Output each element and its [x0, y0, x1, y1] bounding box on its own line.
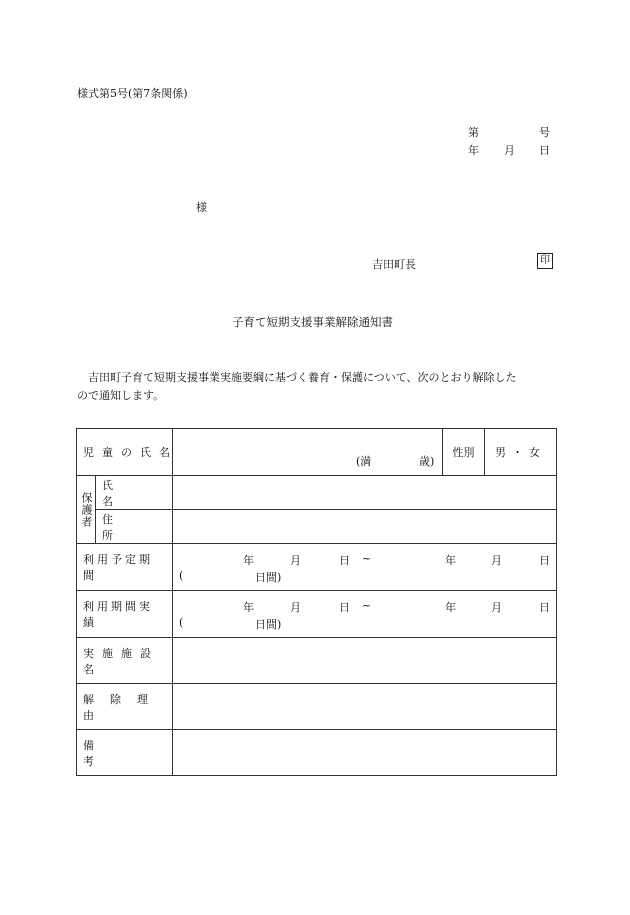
child-name-label-cell: [77, 429, 178, 476]
planned-start-day: 日: [339, 554, 350, 567]
notice-form-table: [76, 428, 557, 776]
date-month: 月: [504, 144, 515, 157]
date-year: 年: [468, 144, 479, 157]
actual-start-day: 日: [339, 601, 350, 614]
guardian-address-field[interactable]: [173, 510, 557, 544]
issuer-name: 吉田町長: [372, 258, 416, 271]
child-name-field[interactable]: [173, 429, 443, 476]
row-actual-period: [77, 591, 557, 638]
guardian-name-field[interactable]: [173, 476, 557, 510]
row-guardian-address: [77, 510, 557, 544]
child-name-label: 児童の氏名: [83, 446, 178, 459]
actual-days-close: 日間): [255, 618, 282, 631]
guardian-address-label-cell: [96, 510, 173, 544]
recipient-honorific: 様: [196, 201, 207, 214]
planned-tilde: ~: [362, 552, 372, 565]
doc-no-prefix: 第: [468, 126, 479, 139]
facility-label: 実施施設名: [83, 646, 159, 676]
gender-label-cell: [443, 429, 485, 476]
remarks-label: 備考: [83, 738, 151, 768]
remarks-field[interactable]: [173, 730, 557, 776]
guardian-name-label-cell: [96, 476, 173, 510]
seal-mark: 印: [537, 253, 553, 269]
actual-period-field[interactable]: [173, 591, 557, 638]
reason-field[interactable]: [173, 684, 557, 730]
actual-days-open: (: [179, 616, 184, 629]
gender-field[interactable]: [485, 429, 557, 476]
row-remarks: [77, 730, 557, 776]
planned-start-year: 年: [243, 554, 254, 567]
planned-period-field[interactable]: [173, 544, 557, 591]
planned-end-month: 月: [491, 554, 502, 567]
guardian-address-label: 住所: [102, 512, 159, 542]
row-reason: [77, 684, 557, 730]
planned-end-day: 日: [539, 554, 550, 567]
actual-end-day: 日: [539, 601, 550, 614]
planned-days-open: (: [179, 569, 184, 582]
actual-period-label-cell: [77, 591, 173, 638]
actual-start-year: 年: [243, 601, 254, 614]
doc-no-suffix: 号: [539, 126, 550, 139]
gender-options: 男・女: [495, 446, 546, 459]
reason-label-cell: [77, 684, 173, 730]
body-text-line2: ので通知します。: [77, 389, 165, 402]
reason-label: 解除理由: [83, 692, 164, 722]
guardian-label-cell: [77, 476, 96, 544]
facility-label-cell: [77, 638, 173, 684]
actual-end-year: 年: [445, 601, 456, 614]
row-planned-period: [77, 544, 557, 591]
actual-tilde: ~: [362, 599, 372, 612]
actual-period-label: 利用期間実績: [83, 600, 153, 629]
planned-end-year: 年: [445, 554, 456, 567]
planned-period-label: 利用予定期間: [83, 553, 153, 582]
age-close: 歳): [419, 455, 435, 468]
row-guardian-name: [77, 476, 557, 510]
remarks-label-cell: [77, 730, 173, 776]
date-day: 日: [539, 144, 550, 157]
guardian-label: 保護者: [80, 491, 93, 528]
planned-period-label-cell: [77, 544, 173, 591]
body-text-line1: 吉田町子育て短期支援事業実施要綱に基づく養育・保護について、次のとおり解除した: [88, 371, 517, 384]
row-facility: [77, 638, 557, 684]
planned-days-close: 日間): [255, 571, 282, 584]
planned-start-month: 月: [290, 554, 301, 567]
actual-start-month: 月: [290, 601, 301, 614]
actual-end-month: 月: [491, 601, 502, 614]
gender-label: 性別: [452, 446, 475, 459]
form-number: 様式第5号(第7条関係): [77, 87, 188, 100]
age-open: (満: [356, 455, 372, 468]
guardian-name-label: 氏名: [102, 478, 159, 508]
document-title: 子育て短期支援事業解除通知書: [232, 315, 393, 329]
row-child-name: [77, 429, 557, 476]
facility-field[interactable]: [173, 638, 557, 684]
